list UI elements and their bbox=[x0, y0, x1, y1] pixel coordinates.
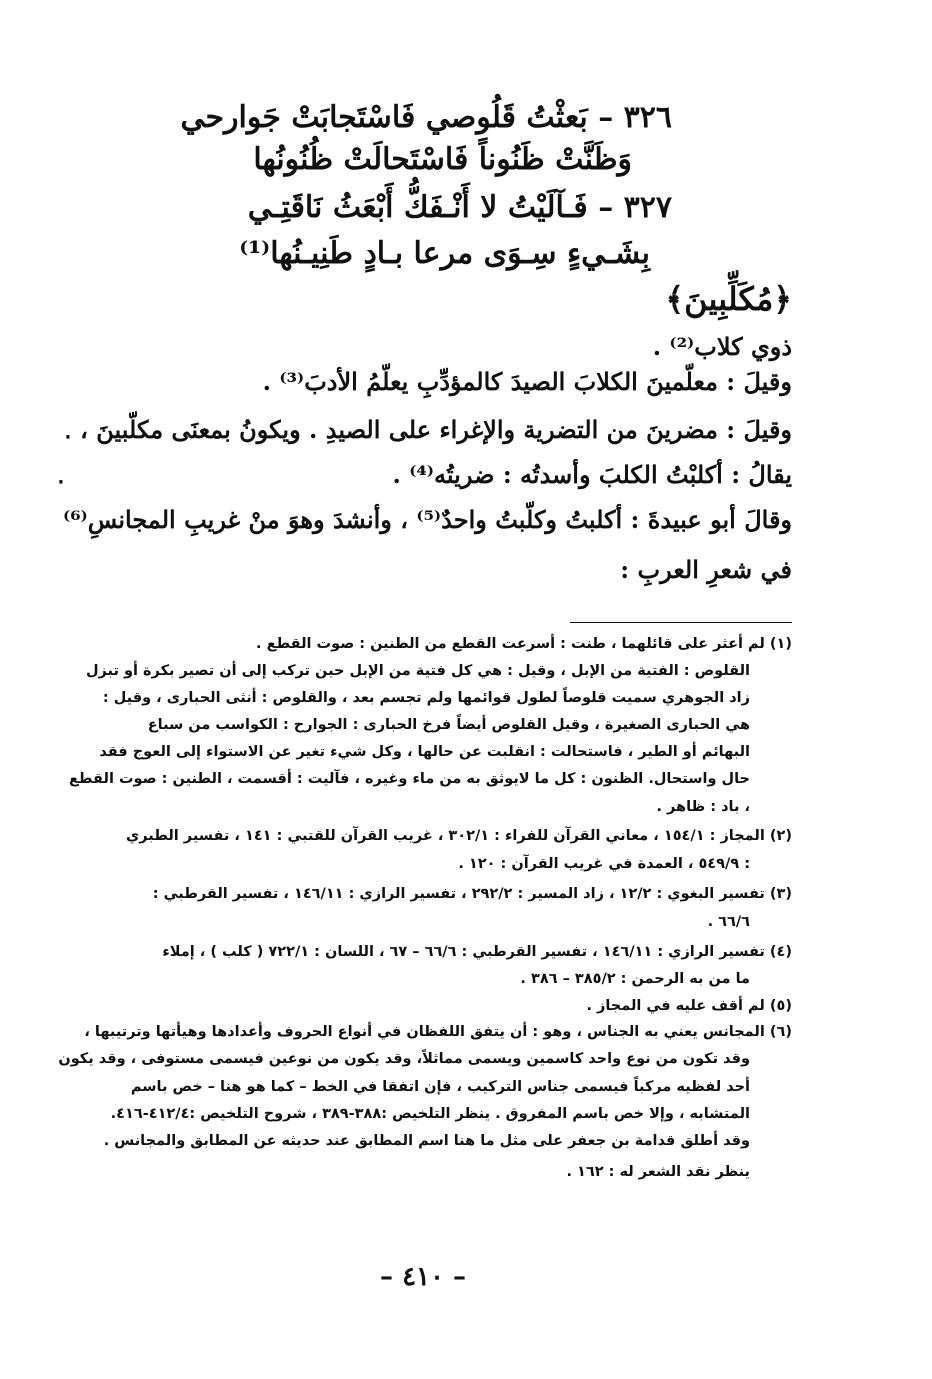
footnote-line: (٥) لم أقف عليه في المجاز . bbox=[586, 998, 792, 1014]
body-line: ذوي كلاب⁽²⁾ . bbox=[652, 332, 792, 361]
margin-mark: ٠ bbox=[62, 423, 74, 449]
verse-327-second-hemistich: بِشَـيءٍ سِـوَى مرعا بـادٍ طَنِيـنُها⁽¹⁾ bbox=[239, 236, 650, 271]
body-line: وقيلَ : معلّمينَ الكلابَ الصيدَ كالمؤدِّبِ يعلّمُ الأدبَ⁽³⁾ . bbox=[262, 367, 792, 396]
footnote-line: (١) لم أعثر على قائلهما ، طنت : أسرعت القطع من الطنين : صوت القطع . bbox=[256, 636, 792, 652]
footnote-line: (٣) تفسير البغوي : ١٢/٢ ، زاد المسير : ٢٩٢/٢ ، تفسير الرازي : ١٤٦/١١ ، تفسير القرطبي : bbox=[152, 886, 792, 902]
footnote-line: وقد أطلق قدامة بن جعفر على مثل ما هنا اسم المطابق عند حديثه عن المطابق والمجانس . bbox=[103, 1133, 750, 1149]
verse-327-first-hemistich: ٣٢٧ – فَـآلَيْتُ لا أَنْـفَكُّ أَبْعَثُ نَاقَتِـي bbox=[247, 190, 672, 225]
verse-326-second-hemistich: وَظَنَّتْ ظَنُوناً فَاسْتَحالَتْ ظُنُونُها bbox=[253, 142, 632, 177]
footnote-line: هي الحبارى الصغيرة ، وقيل القلوص أيضاً فرخ الحبارى : الجوارح : الكواسب من سباع bbox=[147, 717, 750, 733]
footnote-line: البهائم أو الطير ، فاستحالت : انقلبت عن حالها ، وكل شيء تغير عن الاستواء إلى العوج فقد bbox=[99, 744, 750, 760]
footnote-line: ينظر نقد الشعر له : ١٦٢ . bbox=[566, 1164, 750, 1180]
footnote-line: ما من به الرحمن : ٣٨٥/٢ – ٣٨٦ . bbox=[520, 971, 750, 987]
body-line: وقيلَ : مضرينَ من التضرية والإغراء على الصيدِ . ويكونُ بمعنَى مكلّبينَ ، bbox=[80, 415, 792, 444]
footnote-line: أحد لفظيه مركباً فيسمى جناس التركيب ، فإن اتفقا في الخط – كما هو هنا – خص باسم bbox=[130, 1079, 750, 1095]
body-line: يقالُ : أكلبْتُ الكلبَ وأسدتُه : ضريتُه⁽⁴⁾ . bbox=[392, 460, 792, 489]
footnote-line: وقد تكون من نوع واحد كاسمين ويسمى مماثلاً، وقد يكون من نوعين فيسمى مستوفى ، وقد يكون bbox=[58, 1051, 750, 1067]
footnote-line: ، باد : ظاهر . bbox=[656, 799, 750, 815]
footnote-separator bbox=[570, 622, 792, 623]
margin-mark: ٠ bbox=[55, 468, 67, 494]
footnote-line: (٦) المجانس يعني به الجناس ، وهو : أن يتفق اللفظان في أنواع الحروف وأعدادها وهيأتها وترتيبها ، bbox=[84, 1024, 792, 1040]
footnote-line: (٢) المجاز : ١٥٤/١ ، معاني القرآن للفراء : ٣٠٢/١ ، غريب القرآن للقتبي : ١٤١ ، تفسير الطبري bbox=[125, 828, 792, 844]
page-number: – ٤١٠ – bbox=[380, 1262, 467, 1292]
section-heading: ﴿مُكَلِّبِينَ﴾ bbox=[665, 280, 792, 318]
footnote-line: القلوص : الفتية من الإبل ، وقيل : هي كل فتية من الإبل حين تركب إلى أن تصير بكرة أو تبزل bbox=[85, 663, 750, 679]
footnote-line: : ٥٤٩/٩ ، العمدة في غريب القرآن : ١٢٠ . bbox=[458, 856, 750, 872]
footnote-line: (٤) تفسير الرازي : ١٤٦/١١ ، تفسير القرطبي : ٦٦/٦ – ٦٧ ، اللسان : ٧٢٢/١ ( كلب ) ، إملاء bbox=[162, 944, 792, 960]
body-line: في شعرِ العربِ : bbox=[620, 555, 792, 584]
verse-326-first-hemistich: ٣٢٦ – بَعثْتُ قَلُوصي فَاسْتَجابَتْ جَوارحي bbox=[180, 100, 672, 135]
footnote-line: زاد الجوهري سميت قلوصاً لطول قوائمها ولم تجسم بعد ، والقلوص : أنثى الحبارى ، وقيل : bbox=[102, 690, 750, 706]
footnote-line: حال واستحال. الظنون : كل ما لايوثق به من ماء وغيره ، فآليت : أقسمت ، الطنين : صوت القطع bbox=[69, 771, 750, 787]
footnote-line: ٦٦/٦ . bbox=[707, 914, 750, 930]
body-line: وقالَ أبو عبيدةَ : أكلبتُ وكلّبتُ واحدٌ⁽⁵⁾ ، وأنشدَ وهوَ منْ غريبِ المجانسِ⁽⁶⁾ bbox=[62, 505, 792, 534]
footnote-line: المتشابه ، وإلا خص باسم المفروق . ينظر التلخيص :٣٨٨-٣٨٩ ، شروح التلخيص :٤١٢/٤-٤١٦. bbox=[110, 1106, 750, 1122]
